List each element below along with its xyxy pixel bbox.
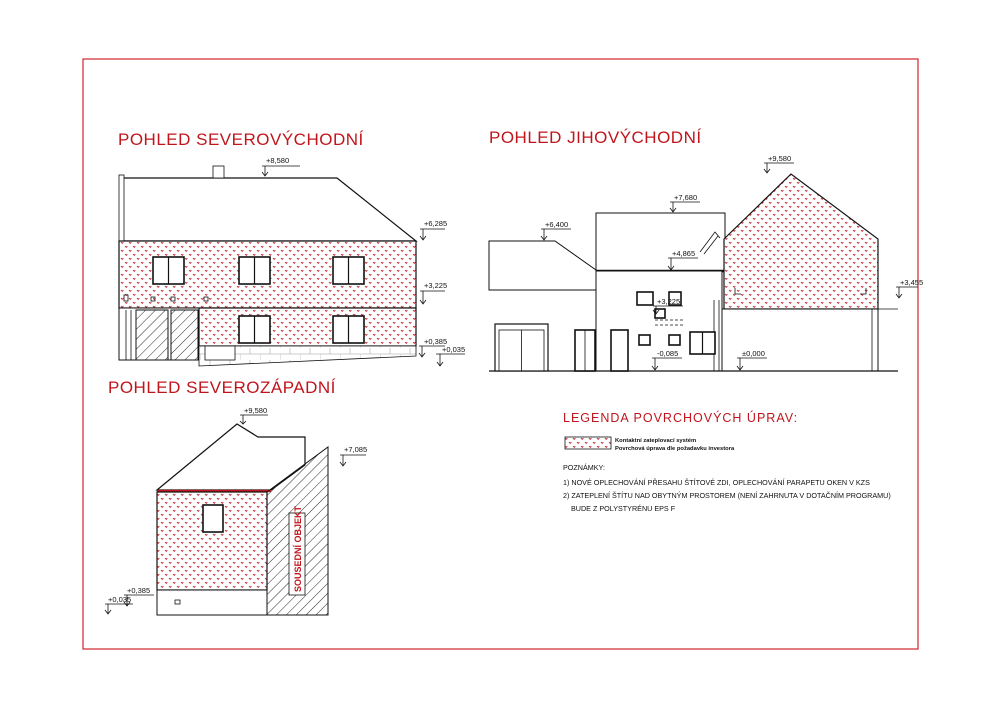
level-marker [420, 219, 447, 240]
door [611, 330, 628, 371]
svg-text:-0,085: -0,085 [657, 349, 679, 358]
svg-text:+0,035: +0,035 [108, 595, 132, 604]
level-marker [105, 595, 133, 614]
svg-text:+3,225: +3,225 [657, 297, 681, 306]
legend [563, 410, 891, 513]
svg-text:+3,455: +3,455 [900, 278, 924, 287]
svg-text:+8,580: +8,580 [266, 156, 290, 165]
level-marker [896, 278, 923, 298]
window [203, 505, 223, 532]
note-1: 1) NOVÉ OPLECHOVÁNÍ PŘESAHU ŠTÍTOVÉ ZDI, OPLECHOVÁNÍ PARAPETU OKEN V KZS [563, 478, 870, 487]
neighbor-label: SOUSEDNÍ OBJEKT [293, 505, 303, 592]
level-marker [541, 220, 571, 240]
svg-text:+4,865: +4,865 [672, 249, 696, 258]
svg-text:+7,680: +7,680 [674, 193, 698, 202]
svg-text:+6,400: +6,400 [545, 220, 569, 229]
svg-text:+0,035: +0,035 [442, 345, 466, 354]
northwest-elevation [105, 378, 367, 615]
southeast-title: POHLED JIHOVÝCHODNÍ [489, 128, 702, 147]
level-marker [262, 156, 300, 176]
level-marker [436, 345, 465, 366]
level-marker [420, 281, 447, 304]
svg-text:+3,225: +3,225 [424, 281, 448, 290]
note-2-continued: BUDE Z POLYSTYRÉNU EPS F [571, 504, 676, 513]
window [639, 335, 650, 345]
level-marker [240, 406, 268, 424]
chimney [213, 166, 224, 178]
northeast-roof [123, 178, 416, 241]
northeast-title: POHLED SEVEROVÝCHODNÍ [118, 130, 364, 149]
legend-item-line1: Kontaktní zateplovací systém [615, 438, 697, 444]
insulated-gable [724, 174, 878, 309]
northeast-facade-lower [199, 308, 416, 346]
legend-swatch [565, 437, 611, 449]
gate-right [171, 310, 198, 360]
svg-text:±0,000: ±0,000 [742, 349, 765, 358]
level-marker [764, 154, 794, 173]
svg-text:+7,085: +7,085 [344, 445, 368, 454]
svg-text:+9,580: +9,580 [768, 154, 792, 163]
level-marker [670, 193, 700, 212]
window [669, 335, 680, 345]
svg-text:+6,285: +6,285 [424, 219, 448, 228]
southeast-elevation [489, 128, 923, 371]
legend-title: LEGENDA POVRCHOVÝCH ÚPRAV: [563, 411, 799, 425]
note-2: 2) ZATEPLENÍ ŠTÍTU NAD OBYTNÝM PROSTOREM (NENÍ ZAHRNUTA V DOTAČNÍM PROGRAMU) [563, 491, 891, 500]
level-marker [340, 445, 367, 466]
svg-text:+9,580: +9,580 [244, 406, 268, 415]
window [637, 292, 653, 305]
northwest-title: POHLED SEVEROZÁPADNÍ [108, 378, 336, 397]
northeast-elevation [118, 130, 465, 366]
notes-heading: POZNÁMKY: [563, 463, 605, 472]
legend-item-line2: Povrchová úprava dle požadavku investora [615, 446, 735, 452]
svg-text:+0,385: +0,385 [127, 586, 151, 595]
gate-left [136, 310, 168, 360]
svg-text:+0,385: +0,385 [424, 337, 448, 346]
